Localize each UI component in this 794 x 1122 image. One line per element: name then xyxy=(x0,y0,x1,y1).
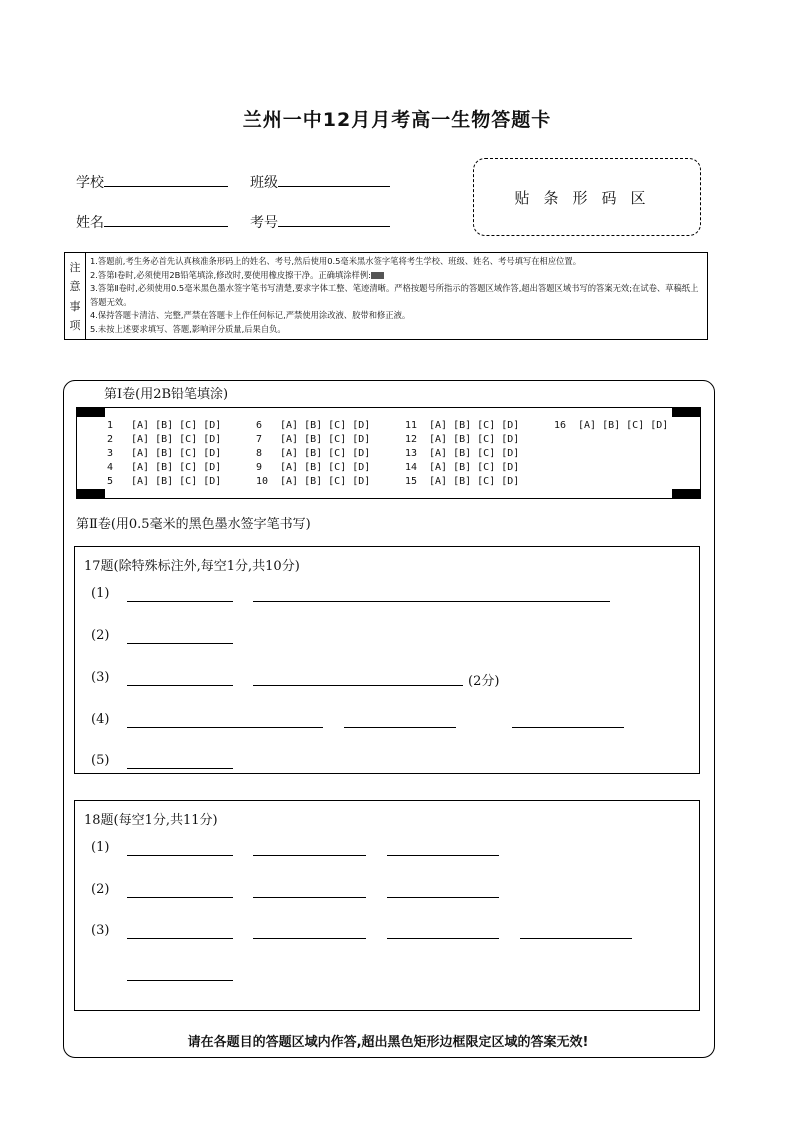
answer-blank[interactable] xyxy=(520,937,632,939)
mc-question-row[interactable] xyxy=(405,461,519,475)
answer-blank[interactable] xyxy=(387,896,499,898)
mc-column xyxy=(107,419,221,489)
notice-item: 4.保持答题卡清洁、完整,严禁在答题卡上作任何标记,严禁使用涂改液、胶带和修正液。 xyxy=(90,310,411,321)
mc-options[interactable]: [A] [B] [C] [D] xyxy=(429,420,520,431)
notice-item: 5.未按上述要求填写、答题,影响评分质量,后果自负。 xyxy=(90,323,286,334)
answer-blank[interactable] xyxy=(512,726,624,728)
mc-question-number: 8 xyxy=(256,448,263,459)
mc-options[interactable]: [A] [B] [C] [D] xyxy=(131,448,222,459)
mc-options[interactable]: [A] [B] [C] [D] xyxy=(429,462,520,473)
answer-blank[interactable] xyxy=(127,767,233,769)
mc-column xyxy=(256,419,370,489)
mc-question-row[interactable] xyxy=(107,475,221,489)
name-label: 姓名 xyxy=(76,215,104,231)
mc-question-row[interactable] xyxy=(107,447,221,461)
question-17-title: 17题(除特殊标注外,每空1分,共10分) xyxy=(84,559,300,574)
mc-question-row[interactable] xyxy=(405,447,519,461)
mc-question-number: 7 xyxy=(256,434,263,445)
class-label: 班级 xyxy=(250,175,278,191)
mc-question-row[interactable] xyxy=(107,433,221,447)
mc-question-number: 16 xyxy=(554,420,567,431)
mc-question-number: 11 xyxy=(405,420,418,431)
answer-blank[interactable] xyxy=(127,684,233,686)
mc-options[interactable]: [A] [B] [C] [D] xyxy=(280,476,371,487)
q17-label-2: (2) xyxy=(91,628,110,643)
notice-item: 2.答第Ⅰ卷时,必须使用2B铅笔填涂,修改时,要使用橡皮擦干净。正确填涂样例: xyxy=(90,269,703,283)
answer-blank[interactable] xyxy=(127,726,323,728)
mc-options[interactable]: [A] [B] [C] [D] xyxy=(280,434,371,445)
answer-blank[interactable] xyxy=(387,937,499,939)
notice-item: 1.答题前,考生务必首先认真核准条形码上的姓名、考号,然后使用0.5毫米黑水签字笔将考生学校、班级、姓名、考号填写在相应位置。 xyxy=(90,256,582,266)
mc-question-row[interactable] xyxy=(107,461,221,475)
mc-question-row[interactable] xyxy=(107,419,221,433)
notice-box xyxy=(64,252,708,340)
answer-blank[interactable] xyxy=(387,854,499,856)
mc-options[interactable]: [A] [B] [C] [D] xyxy=(280,448,371,459)
corner-mark xyxy=(77,408,105,417)
answer-blank[interactable] xyxy=(127,854,233,856)
question-18-title: 18题(每空1分,共11分) xyxy=(84,813,218,828)
mc-question-row[interactable] xyxy=(554,419,668,433)
barcode-area: 贴条形码区 xyxy=(473,158,701,236)
mc-question-number: 4 xyxy=(107,462,114,473)
mc-question-number: 3 xyxy=(107,448,114,459)
mc-options[interactable]: [A] [B] [C] [D] xyxy=(131,476,222,487)
question-17-box xyxy=(74,546,700,774)
q17-score-note: (2分) xyxy=(468,674,500,689)
footer-warning: 请在各题目的答题区域内作答,超出黑色矩形边框限定区域的答案无效! xyxy=(187,1035,589,1050)
mc-question-number: 10 xyxy=(256,476,269,487)
mc-question-number: 5 xyxy=(107,476,114,487)
mc-options[interactable]: [A] [B] [C] [D] xyxy=(280,462,371,473)
mc-question-number: 14 xyxy=(405,462,418,473)
mc-question-row[interactable] xyxy=(256,433,370,447)
name-field[interactable] xyxy=(76,212,228,232)
fill-example-mark xyxy=(371,272,384,279)
mc-question-row[interactable] xyxy=(405,419,519,433)
question-18-box xyxy=(74,800,700,1011)
answer-blank[interactable] xyxy=(127,937,233,939)
answer-blank[interactable] xyxy=(253,937,366,939)
notice-item: 3.答第Ⅱ卷时,必须使用0.5毫米黑色墨水签字笔书写清楚,要求字体工整、笔迹清晰。严格按题号所指示的答题区域作答,超出答题区域书写的答案无效;在试卷、草稿纸上答题无效。 xyxy=(90,283,699,307)
mc-options[interactable]: [A] [B] [C] [D] xyxy=(131,462,222,473)
corner-mark xyxy=(672,489,700,498)
mc-question-row[interactable] xyxy=(405,475,519,489)
answer-blank[interactable] xyxy=(253,896,366,898)
q17-label-1: (1) xyxy=(91,586,110,601)
mc-options[interactable]: [A] [B] [C] [D] xyxy=(429,434,520,445)
answer-blank[interactable] xyxy=(127,600,233,602)
answer-blank[interactable] xyxy=(127,642,233,644)
mc-options[interactable]: [A] [B] [C] [D] xyxy=(131,434,222,445)
exam-no-field[interactable] xyxy=(250,212,390,232)
mc-question-row[interactable] xyxy=(256,419,370,433)
q18-label-1: (1) xyxy=(91,840,110,855)
mc-question-row[interactable] xyxy=(405,433,519,447)
mc-options[interactable]: [A] [B] [C] [D] xyxy=(131,420,222,431)
mc-question-number: 13 xyxy=(405,448,418,459)
mc-question-number: 12 xyxy=(405,434,418,445)
section2-title: 第Ⅱ卷(用0.5毫米的黑色墨水签字笔书写) xyxy=(76,517,311,532)
q17-label-4: (4) xyxy=(91,712,110,727)
multiple-choice-box xyxy=(76,407,701,499)
q17-label-3: (3) xyxy=(91,670,110,685)
page-title: 兰州一中12月月考高一生物答题卡 xyxy=(242,109,552,131)
mc-options[interactable]: [A] [B] [C] [D] xyxy=(280,420,371,431)
mc-options[interactable]: [A] [B] [C] [D] xyxy=(429,448,520,459)
mc-question-row[interactable] xyxy=(256,447,370,461)
answer-blank[interactable] xyxy=(127,896,233,898)
answer-blank[interactable] xyxy=(253,684,463,686)
mc-question-row[interactable] xyxy=(256,461,370,475)
mc-question-number: 9 xyxy=(256,462,263,473)
mc-options[interactable]: [A] [B] [C] [D] xyxy=(429,476,520,487)
class-field[interactable] xyxy=(250,172,390,192)
mc-question-row[interactable] xyxy=(256,475,370,489)
answer-blank[interactable] xyxy=(127,979,233,981)
q17-label-5: (5) xyxy=(91,753,110,768)
corner-mark xyxy=(672,408,700,417)
mc-question-number: 15 xyxy=(405,476,418,487)
mc-question-number: 2 xyxy=(107,434,114,445)
exam-no-label: 考号 xyxy=(250,215,278,231)
section1-title: 第Ⅰ卷(用2B铅笔填涂) xyxy=(104,387,229,402)
q18-label-2: (2) xyxy=(91,882,110,897)
school-label: 学校 xyxy=(76,175,104,191)
notice-head: 注 意 事 项 xyxy=(65,253,86,339)
answer-blank[interactable] xyxy=(253,854,366,856)
notice-body xyxy=(86,253,707,339)
mc-options[interactable]: [A] [B] [C] [D] xyxy=(578,420,669,431)
school-field[interactable] xyxy=(76,172,228,192)
mc-question-number: 1 xyxy=(107,420,114,431)
mc-question-number: 6 xyxy=(256,420,263,431)
answer-blank[interactable] xyxy=(253,600,610,602)
q18-label-3: (3) xyxy=(91,923,110,938)
answer-blank[interactable] xyxy=(344,726,456,728)
mc-column xyxy=(405,419,519,489)
corner-mark xyxy=(77,489,105,498)
mc-column xyxy=(554,419,668,433)
